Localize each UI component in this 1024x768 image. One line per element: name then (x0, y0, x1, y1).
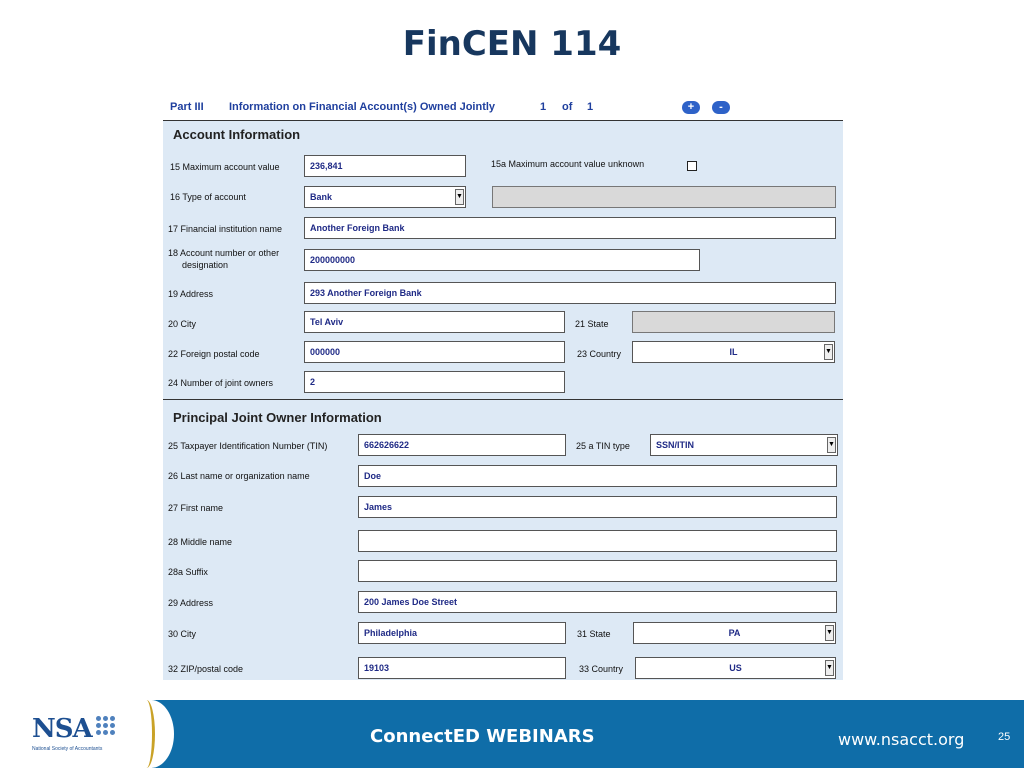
account-country-select[interactable] (632, 341, 835, 363)
field-25a-label: 25 a TIN type (576, 441, 630, 451)
part-label: Part III (170, 101, 204, 113)
field-29-label: 29 Address (168, 598, 214, 608)
logo-subtext: National Society of Accountants (32, 746, 103, 752)
field-28a-label: 28a Suffix (168, 567, 208, 577)
field-23-label: 23 Country (577, 349, 622, 359)
account-country-value: IL (729, 347, 738, 357)
foreign-postal-code-input[interactable]: 000000 (304, 341, 565, 363)
field-27-label: 27 First name (168, 503, 224, 513)
footer-bar (0, 700, 1024, 768)
current-account-number: 1 (540, 101, 547, 113)
middle-name-input[interactable] (358, 530, 837, 552)
owner-state-select[interactable] (633, 622, 836, 644)
account-number-input[interactable]: 200000000 (304, 249, 700, 271)
add-circle-icon[interactable]: + (682, 101, 700, 114)
account-type-other-input (492, 186, 836, 208)
slide-title: FinCEN 114 (402, 24, 622, 64)
owner-country-value: US (729, 663, 742, 673)
field-25-label: 25 Taxpayer Identification Number (TIN) (168, 441, 328, 451)
dropdown-arrow-icon[interactable]: ▼ (825, 660, 834, 676)
dropdown-arrow-icon[interactable]: ▼ (824, 344, 833, 360)
field-22-label: 22 Foreign postal code (168, 349, 260, 359)
field-18-label-line1: 18 Account number or other (168, 248, 280, 258)
part-title: Information on Financial Account(s) Owned Jointly (229, 101, 496, 113)
account-type-value: Bank (310, 192, 333, 202)
field-30-label: 30 City (168, 629, 197, 639)
footer-title: ConnectED WEBINARS (370, 726, 595, 747)
tin-type-value: SSN/ITIN (656, 440, 695, 450)
field-33-label: 33 Country (579, 664, 624, 674)
section-divider (163, 399, 843, 400)
field-32-label: 32 ZIP/postal code (168, 664, 244, 674)
field-15a-label: 15a Maximum account value unknown (491, 159, 645, 169)
dropdown-arrow-icon[interactable]: ▼ (825, 625, 834, 641)
dropdown-arrow-icon[interactable]: ▼ (455, 189, 464, 205)
first-name-input[interactable]: James (358, 496, 837, 518)
suffix-input[interactable] (358, 560, 837, 582)
account-city-input[interactable]: Tel Aviv (304, 311, 565, 333)
total-account-count: 1 (587, 101, 594, 113)
dropdown-arrow-icon[interactable]: ▼ (827, 437, 836, 453)
joint-owner-heading: Principal Joint Owner Information (173, 410, 382, 425)
owner-postal-code-input[interactable]: 19103 (358, 657, 566, 679)
account-info-heading: Account Information (173, 127, 301, 142)
field-17-label: 17 Financial institution name (168, 224, 283, 234)
tin-input[interactable]: 662626622 (358, 434, 566, 456)
of-label: of (562, 101, 573, 113)
field-18-label-line2: designation (182, 260, 229, 270)
nsa-logo (0, 700, 152, 768)
footer-url[interactable]: www.nsacct.org (838, 730, 965, 749)
checkbox-icon[interactable] (687, 161, 697, 171)
account-type-select[interactable] (304, 186, 466, 208)
account-address-input[interactable]: 293 Another Foreign Bank (304, 282, 836, 304)
owner-address-input[interactable]: 200 James Doe Street (358, 591, 837, 613)
max-account-value-input[interactable]: 236,841 (304, 155, 466, 177)
logo-text: NSA (32, 714, 92, 744)
field-26-label: 26 Last name or organization name (168, 471, 310, 481)
number-of-joint-owners-input[interactable]: 2 (304, 371, 565, 393)
field-19-label: 19 Address (168, 289, 214, 299)
field-31-label: 31 State (577, 629, 611, 639)
field-15-label: 15 Maximum account value (170, 162, 280, 172)
field-28-label: 28 Middle name (168, 537, 233, 547)
logo-gold-stripe (138, 700, 155, 768)
field-21-label: 21 State (575, 319, 609, 329)
owner-state-value: PA (728, 628, 741, 638)
field-20-label: 20 City (168, 319, 197, 329)
page-number: 25 (998, 731, 1011, 743)
field-16-label: 16 Type of account (170, 192, 246, 202)
tin-type-select[interactable] (650, 434, 838, 456)
field-24-label: 24 Number of joint owners (168, 378, 274, 388)
logo-dots-icon (96, 716, 118, 738)
owner-city-input[interactable]: Philadelphia (358, 622, 566, 644)
part-bar (163, 96, 843, 121)
last-name-input[interactable]: Doe (358, 465, 837, 487)
account-state-input (632, 311, 835, 333)
fbar-form-part-3 (163, 96, 843, 680)
remove-circle-icon[interactable]: - (712, 101, 730, 114)
owner-country-select[interactable] (635, 657, 836, 679)
financial-institution-name-input[interactable]: Another Foreign Bank (304, 217, 836, 239)
